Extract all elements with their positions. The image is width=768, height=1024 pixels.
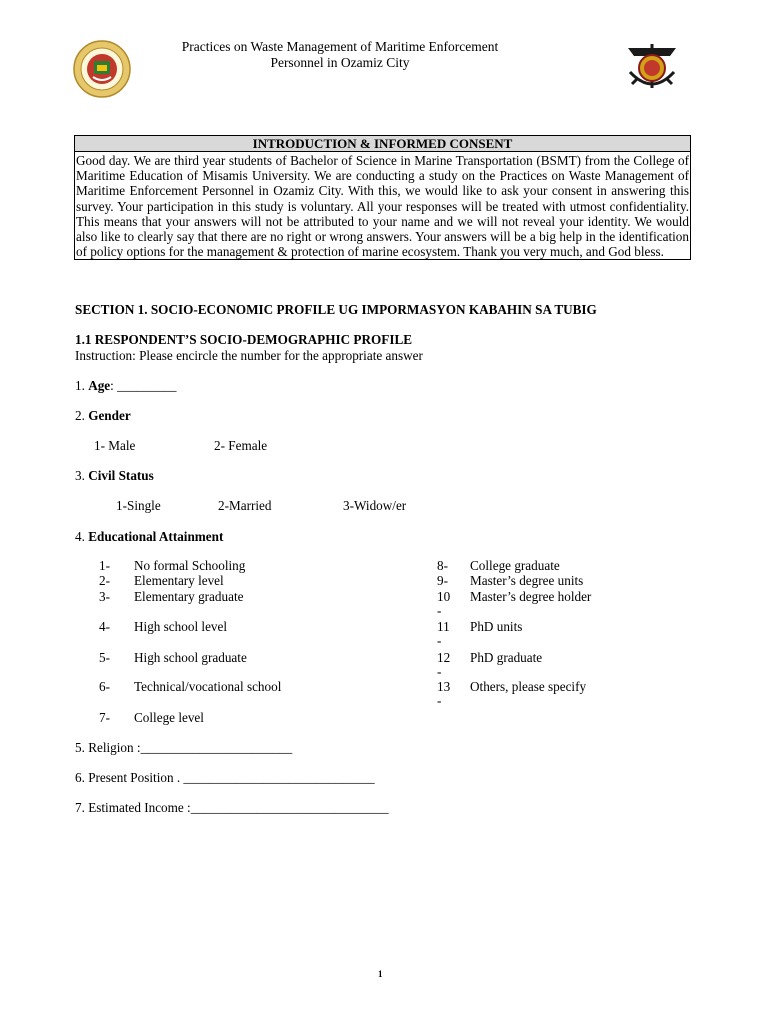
question-education [75, 529, 223, 545]
section-title: SECTION 1. SOCIO-ECONOMIC PROFILE UG IMPORMASYON KABAHIN SA TUBIG [75, 302, 597, 317]
education-option-dash: - [437, 664, 442, 679]
question-present-position[interactable]: 6. Present Position . _____________________________ [75, 770, 375, 785]
education-option[interactable]: Elementary level [134, 573, 224, 588]
subsection-title: 1.1 RESPONDENT’S SOCIO-DEMOGRAPHIC PROFILE [75, 332, 413, 347]
education-option-number: 7- [99, 710, 110, 725]
question-number: 2. [75, 408, 85, 423]
education-option-number: 11 [437, 619, 450, 634]
gender-option-male[interactable]: 1- Male [94, 438, 136, 453]
consent-box [74, 135, 691, 260]
education-option-number: 3- [99, 589, 110, 604]
misamis-university-logo [73, 40, 131, 102]
education-option[interactable]: PhD units [470, 619, 523, 634]
question-number: 4. [75, 529, 85, 544]
education-option-dash: - [437, 603, 442, 618]
question-number: 1. [75, 378, 85, 393]
education-option[interactable]: Master’s degree holder [470, 589, 592, 604]
education-option-number: 6- [99, 679, 110, 694]
civil-option-single[interactable]: 1-Single [116, 498, 161, 513]
civil-option-married[interactable]: 2-Married [218, 498, 272, 513]
education-option-dash: - [437, 693, 442, 708]
question-religion[interactable]: 5. Religion :_______________________ [75, 740, 293, 755]
education-option-number: 1- [99, 558, 110, 573]
consent-body: Good day. We are third year students of Bachelor of Science in Marine Transportation (BSMT) from the College of Maritime Education of Misamis University. We are conducting a study on the Practices on Waste Management of Maritime Enforcement Personnel in Ozamiz City. With this, we would like to ask your consent in answering this survey. Your participation in this study is voluntary. All your responses will be treated with utmost confidentiality. This means that your answers will not be attributed to your name and we will not reveal your identity. We would also like to clearly say that there are no right or wrong answers. Your answers will be a big help in the identification of policy options for the management & protection of marine ecosystem. Thank you very much, and God bless. [76, 153, 689, 260]
instruction-text: Instruction: Please encircle the number for the appropriate answer [75, 348, 423, 363]
education-option[interactable]: High school graduate [134, 650, 247, 665]
age-blank[interactable]: : _________ [110, 378, 177, 393]
page-number: 1 [378, 969, 383, 979]
question-label: Educational Attainment [88, 529, 224, 544]
header-title-line1: Practices on Waste Management of Maritime Enforcement [181, 39, 499, 54]
education-option-number: 8- [437, 558, 448, 573]
education-option-number: 12 [437, 650, 451, 665]
question-label: Age [88, 378, 111, 393]
question-gender [75, 408, 131, 424]
question-estimated-income[interactable]: 7. Estimated Income :______________________________ [75, 800, 389, 815]
education-option[interactable]: High school level [134, 619, 228, 634]
education-option-number: 9- [437, 573, 448, 588]
education-option[interactable]: Elementary graduate [134, 589, 244, 604]
education-option-number: 5- [99, 650, 110, 665]
education-option[interactable]: Technical/vocational school [134, 679, 282, 694]
education-option[interactable]: Others, please specify [470, 679, 587, 694]
education-option-number: 10 [437, 589, 451, 604]
civil-option-widower[interactable]: 3-Widow/er [343, 498, 407, 513]
education-option[interactable]: College graduate [470, 558, 560, 573]
education-option-number: 2- [99, 573, 110, 588]
question-number: 3. [75, 468, 85, 483]
bsmt-anchor-logo [620, 38, 684, 96]
question-label: Gender [88, 408, 131, 423]
education-option[interactable]: No formal Schooling [134, 558, 246, 573]
education-option[interactable]: Master’s degree units [470, 573, 584, 588]
education-option-number: 4- [99, 619, 110, 634]
question-civil-status [75, 468, 154, 484]
question-label: Civil Status [88, 468, 154, 483]
header-title-line2: Personnel in Ozamiz City [270, 55, 410, 70]
document-header-title [150, 39, 530, 71]
education-option[interactable]: PhD graduate [470, 650, 543, 665]
consent-heading: INTRODUCTION & INFORMED CONSENT [75, 136, 690, 152]
education-option-dash: - [437, 633, 442, 648]
gender-option-female[interactable]: 2- Female [214, 438, 268, 453]
education-option-number: 13 [437, 679, 451, 694]
education-option[interactable]: College level [134, 710, 204, 725]
question-age [75, 378, 176, 394]
